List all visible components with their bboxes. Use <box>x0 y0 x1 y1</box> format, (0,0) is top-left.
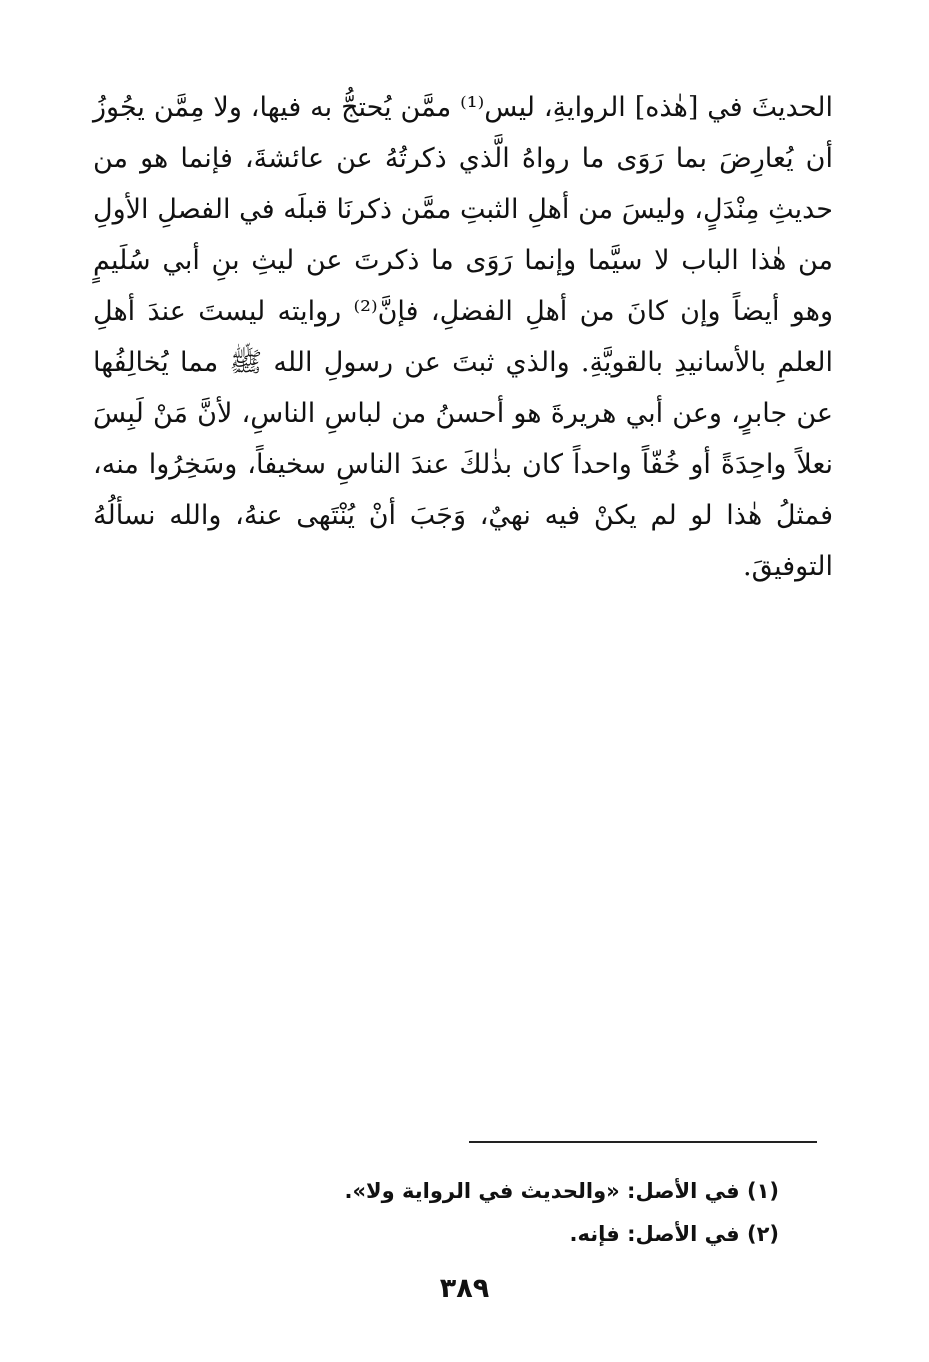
text-line: الحديثَ في [هٰذه] الروايةِ، ليس⁽¹⁾ ممَّن يُحتجُّ به فيها، ولا مِمَّن يجُوزُ <box>93 92 833 123</box>
main-text-block <box>93 82 833 592</box>
text-line: العلمِ بالأسانيدِ بالقويَّةِ. والذي ثبتَ عن رسولِ الله ﷺ مما يُخالِفُها <box>93 347 833 378</box>
footnote-2: (٢) في الأصل: فإنه. <box>569 1222 779 1246</box>
text-line: فمثلُ هٰذا لو لم يكنْ فيه نهيٌ، وَجَبَ أنْ يُنْتَهى عنهُ، والله نسألُهُ <box>93 500 833 531</box>
text-line: أن يُعارِضَ بما رَوَى ما رواهُ الَّذي ذكرتُهُ عن عائشةَ، فإنما هو من <box>93 143 833 174</box>
text-line: حديثِ مِنْدَلٍ، وليسَ من أهلِ الثبتِ ممَّن ذكرنَا قبلَه في الفصلِ الأولِ <box>93 194 833 225</box>
page-number: ٣٨٩ <box>439 1273 490 1304</box>
text-line: وهو أيضاً وإن كانَ من أهلِ الفضلِ، فإنَّ⁽²⁾ روايته ليستَ عندَ أهلِ <box>93 296 833 327</box>
text-line: التوفيقَ. <box>743 551 833 582</box>
text-line: عن جابرٍ، وعن أبي هريرةَ هو أحسنُ من لباسِ الناسِ، لأنَّ مَنْ لَبِسَ <box>93 398 833 429</box>
footnotes <box>279 1170 779 1256</box>
footnote-1: (١) في الأصل: «والحديث في الرواية ولا». <box>344 1179 779 1203</box>
text-line: من هٰذا الباب لا سيَّما وإنما رَوَى ما ذكرتَ عن ليثِ بنِ أبي سُلَيمٍ <box>93 245 833 276</box>
text-line: نعلاً واحِدَةً أو خُفّاً واحداً كان بذٰلكَ عندَ الناسِ سخيفاً، وسَخِرُوا منه، <box>93 449 833 480</box>
footnote-divider <box>469 1141 817 1143</box>
